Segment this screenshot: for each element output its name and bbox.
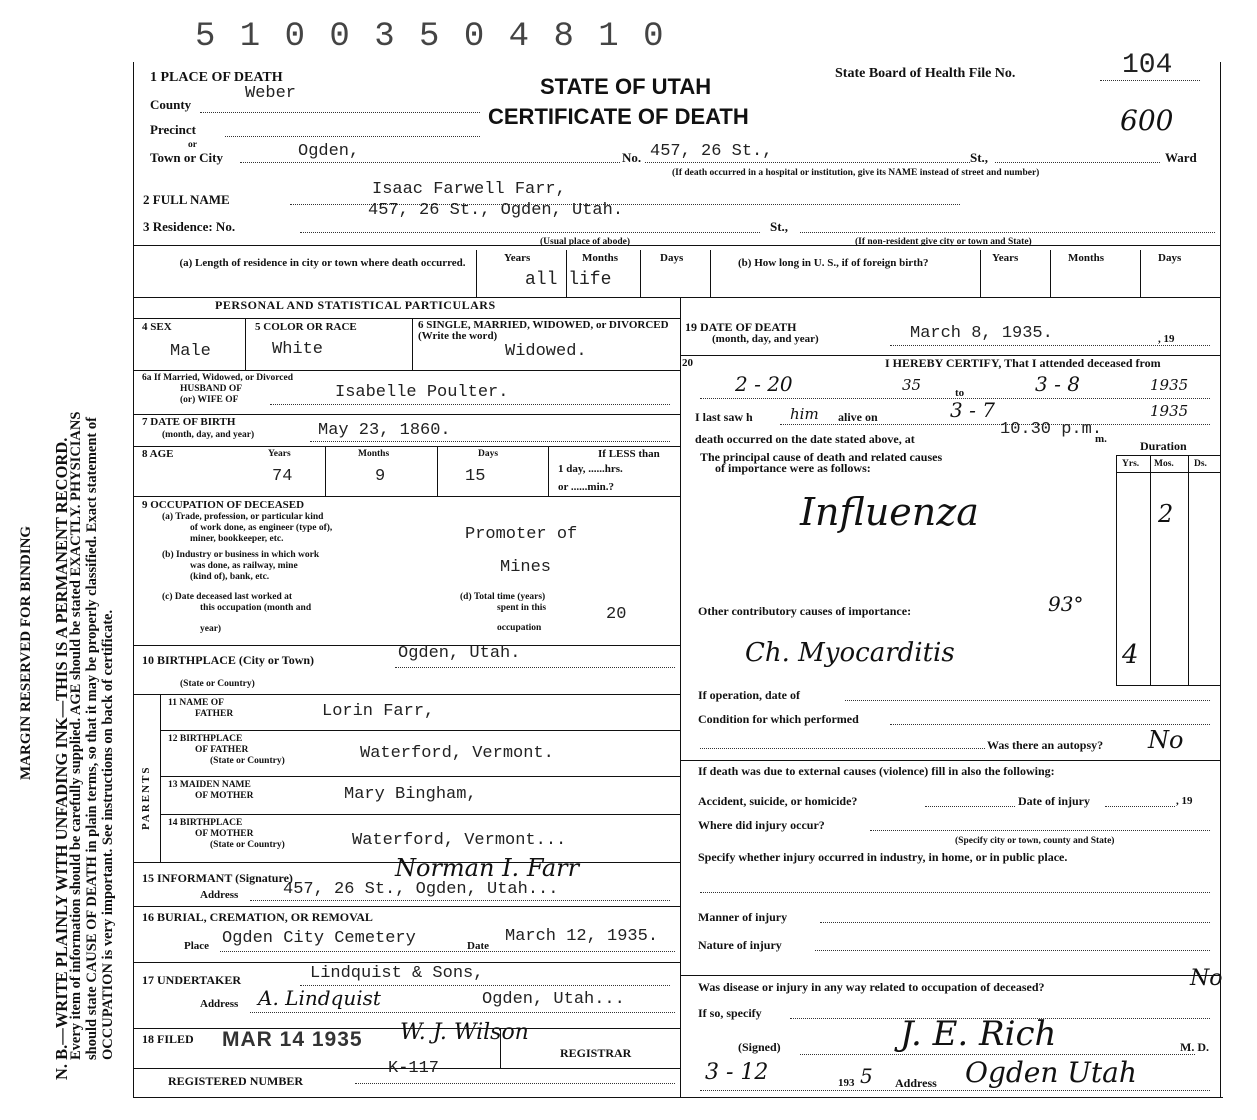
occ-b-label-3: (kind of), bank, etc. bbox=[190, 572, 270, 582]
residence-label: 3 Residence: No. bbox=[143, 219, 236, 234]
duration-label: Duration bbox=[1140, 439, 1187, 453]
county-value: Weber bbox=[245, 84, 297, 103]
sign-date: 3 - 12 bbox=[705, 1060, 769, 1085]
spouse-label-1: 6a If Married, Widowed, or Divorced bbox=[142, 373, 294, 383]
father-value: Lorin Farr, bbox=[322, 702, 435, 721]
contributory-label: Other contributory causes of importance: bbox=[698, 604, 912, 618]
manner-label: Manner of injury bbox=[698, 910, 788, 924]
informant-address-label: Address bbox=[200, 889, 239, 901]
attended-to-year: 1935 bbox=[1150, 376, 1189, 394]
file-number: 104 bbox=[1122, 50, 1173, 81]
sex-label: 4 SEX bbox=[142, 321, 172, 333]
serial-number: 5 1 0 0 3 5 0 4 8 1 0 bbox=[195, 18, 666, 56]
length-value: all life bbox=[525, 270, 612, 290]
color-label: 5 COLOR OR RACE bbox=[255, 321, 357, 333]
dob-label-2: (month, day, and year) bbox=[162, 430, 255, 440]
birthplace-label: 10 BIRTHPLACE (City or Town) bbox=[142, 653, 315, 667]
age-days-label: Days bbox=[478, 449, 499, 459]
attended-to: 3 - 8 bbox=[1035, 372, 1080, 396]
occ-d-label-2: spent in this bbox=[497, 603, 547, 613]
less-than-label: If LESS than bbox=[598, 448, 660, 460]
personal-heading: PERSONAL AND STATISTICAL PARTICULARS bbox=[215, 298, 496, 312]
attended-from: 2 - 20 bbox=[735, 372, 793, 396]
alive-on-label: alive on bbox=[838, 410, 878, 424]
occ-a-label-2: of work done, as engineer (type of), bbox=[190, 523, 333, 533]
parents-side-label: PARENTS bbox=[140, 765, 152, 830]
contributory-value: Ch. Myocarditis bbox=[745, 638, 955, 668]
undertaker-address-label: Address bbox=[200, 998, 239, 1010]
mbirth-label-2: OF MOTHER bbox=[195, 829, 254, 839]
age-years-label: Years bbox=[268, 449, 291, 459]
cause-value: Influenza bbox=[800, 490, 979, 534]
father-label-2: FATHER bbox=[195, 709, 234, 719]
state-title: STATE OF UTAH bbox=[540, 74, 712, 99]
sign-year: 5 bbox=[860, 1064, 873, 1088]
nature-label: Nature of injury bbox=[698, 938, 782, 952]
mbirth-value: Waterford, Vermont... bbox=[352, 831, 567, 850]
margin-reserved: MARGIN RESERVED FOR BINDING bbox=[18, 525, 34, 780]
where-label: Where did injury occur? bbox=[698, 818, 825, 832]
registered-number: K-117 bbox=[388, 1059, 440, 1078]
foreign-years-label: Years bbox=[992, 252, 1019, 264]
certificate-title: CERTIFICATE OF DEATH bbox=[488, 104, 749, 129]
mother-label-1: 13 MAIDEN NAME bbox=[168, 780, 251, 790]
marital-label: 6 SINGLE, MARRIED, WIDOWED, or DIVORCED (Write the word) bbox=[418, 319, 669, 342]
mother-label-2: OF MOTHER bbox=[195, 791, 254, 801]
external-label: If death was due to external causes (violence) fill in also the following: bbox=[698, 764, 1055, 778]
ward-label: Ward bbox=[1165, 150, 1197, 165]
margin-line3: should state CAUSE OF DEATH in plain terms, so that it may be properly classified. Exact statement of bbox=[84, 417, 100, 1060]
related-label: Was disease or injury in any way related to occupation of deceased? bbox=[698, 980, 1045, 994]
age-years: 74 bbox=[272, 467, 293, 486]
operation-label: If operation, date of bbox=[698, 688, 800, 702]
handwritten-number: 600 bbox=[1120, 104, 1174, 137]
spouse-value: Isabelle Poulter. bbox=[335, 383, 509, 402]
fbirth-label-1: 12 BIRTHPLACE bbox=[168, 734, 243, 744]
length-label: (a) Length of residence in city or town where death occurred. bbox=[179, 257, 466, 269]
injury-year-label: , 19 bbox=[1176, 795, 1193, 807]
cause-label-1: The principal cause of death and related causes bbox=[700, 450, 943, 464]
undertaker-address-signature: A. Lindquist bbox=[258, 986, 381, 1010]
no-label: No. bbox=[622, 150, 642, 165]
mbirth-label-1: 14 BIRTHPLACE bbox=[168, 818, 243, 828]
burial-date: March 12, 1935. bbox=[505, 927, 659, 946]
marital-value: Widowed. bbox=[505, 342, 587, 361]
cause-duration: 2 bbox=[1158, 500, 1174, 528]
md-label: M. D. bbox=[1180, 1040, 1209, 1054]
filed-date-stamp: MAR 14 1935 bbox=[222, 1028, 363, 1051]
autopsy-label: Was there an autopsy? bbox=[987, 738, 1104, 752]
accident-label: Accident, suicide, or homicide? bbox=[698, 794, 858, 808]
filed-label: 18 FILED bbox=[142, 1032, 194, 1046]
autopsy-value: No bbox=[1148, 726, 1184, 754]
occ-d-label-1: (d) Total time (years) bbox=[460, 592, 546, 602]
occ-d-value: 20 bbox=[606, 605, 627, 624]
sex-value: Male bbox=[170, 342, 211, 361]
undertaker-label: 17 UNDERTAKER bbox=[142, 973, 242, 987]
last-saw-date: 3 - 7 bbox=[950, 398, 995, 422]
related-value: No bbox=[1190, 966, 1223, 991]
margin-line2: Every item of information should be carefully supplied. AGE should be stated EXACTLY. PHYSICIANS bbox=[68, 411, 84, 1060]
mbirth-label-3: (State or Country) bbox=[210, 840, 285, 850]
registrar-label: REGISTRAR bbox=[560, 1046, 632, 1060]
mos-label: Mos. bbox=[1154, 459, 1174, 469]
nonresident-note: (If non-resident give city or town and State) bbox=[855, 237, 1032, 247]
cause-label-2: of importance were as follows: bbox=[715, 461, 871, 475]
birthplace-value: Ogden, Utah. bbox=[398, 644, 521, 663]
dob-label-1: 7 DATE OF BIRTH bbox=[142, 416, 236, 428]
fbirth-label-2: OF FATHER bbox=[195, 745, 249, 755]
dod-label-2: (month, day, and year) bbox=[712, 333, 819, 345]
years-label: Years bbox=[504, 252, 531, 264]
yrs-label: Yrs. bbox=[1122, 459, 1140, 469]
sign-address: Ogden Utah bbox=[965, 1056, 1137, 1089]
file-label: State Board of Health File No. bbox=[835, 66, 1016, 81]
mother-value: Mary Bingham, bbox=[344, 785, 477, 804]
burial-place: Ogden City Cemetery bbox=[222, 929, 416, 948]
foreign-label: (b) How long in U. S., if of foreign birth? bbox=[738, 257, 929, 269]
hospital-note: (If death occurred in a hospital or institution, give its NAME instead of street and number) bbox=[672, 168, 1040, 178]
town-value: Ogden, bbox=[298, 142, 360, 161]
burial-place-label: Place bbox=[184, 940, 210, 952]
informant-label: 15 INFORMANT (Signature) bbox=[142, 871, 293, 885]
age-label: 8 AGE bbox=[142, 448, 174, 460]
dob-value: May 23, 1860. bbox=[318, 421, 451, 440]
residence-value: 457, 26 St., Ogden, Utah. bbox=[368, 201, 624, 220]
registered-number-label: REGISTERED NUMBER bbox=[168, 1074, 304, 1088]
informant-address: 457, 26 St., Ogden, Utah... bbox=[283, 880, 559, 899]
spouse-label-2: HUSBAND OF bbox=[180, 384, 243, 394]
physician-signature: J. E. Rich bbox=[900, 1014, 1057, 1054]
fbirth-label-3: (State or Country) bbox=[210, 756, 285, 766]
place-heading: 1 PLACE OF DEATH bbox=[150, 70, 283, 85]
foreign-months-label: Months bbox=[1068, 252, 1105, 264]
full-name-label: 2 FULL NAME bbox=[143, 192, 230, 207]
specify-label: Specify whether injury occurred in industry, in home, or in public place. bbox=[698, 850, 1068, 864]
undertaker-address: Ogden, Utah... bbox=[482, 990, 625, 1009]
precinct-label: Precinct bbox=[150, 122, 196, 137]
certify-label: I HEREBY CERTIFY, That I attended deceased from bbox=[885, 356, 1161, 370]
undertaker-value: Lindquist & Sons, bbox=[310, 964, 484, 983]
usual-abode-note: (Usual place of abode) bbox=[540, 237, 630, 247]
m-label: m. bbox=[1095, 433, 1107, 445]
occ-b-value: Mines bbox=[500, 558, 552, 577]
dod-value: March 8, 1935. bbox=[910, 324, 1053, 343]
to-label: to bbox=[955, 387, 965, 399]
occ-c-label-1: (c) Date deceased last worked at bbox=[162, 592, 293, 602]
occupation-heading: 9 OCCUPATION OF DECEASED bbox=[142, 499, 305, 511]
less-day-label: 1 day, ......hrs. bbox=[558, 463, 623, 475]
fbirth-value: Waterford, Vermont. bbox=[360, 744, 554, 763]
time-value: 10.30 p.m. bbox=[1000, 420, 1103, 439]
injury-date-label: Date of injury bbox=[1018, 794, 1090, 808]
foreign-days-label: Days bbox=[1158, 252, 1182, 264]
residence-st-label: St., bbox=[770, 219, 789, 234]
last-saw-him: him bbox=[790, 405, 819, 423]
street-value: 457, 26 St., bbox=[650, 142, 773, 161]
attended-from-year: 35 bbox=[902, 376, 922, 394]
margin-line1: N. B.—WRITE PLAINLY WITH UNFADING INK—THIS IS A PERMANENT RECORD. bbox=[52, 437, 71, 1080]
informant-signature: Norman I. Farr bbox=[395, 854, 580, 882]
less-min-label: or ......min.? bbox=[558, 481, 615, 493]
st-label: St., bbox=[970, 150, 989, 165]
age-months-label: Months bbox=[358, 449, 390, 459]
sign-address-label: Address bbox=[895, 1076, 937, 1090]
dod-label-1: 19 DATE OF DEATH bbox=[685, 320, 797, 334]
last-saw-label: I last saw h bbox=[695, 410, 753, 424]
condition-label: Condition for which performed bbox=[698, 712, 859, 726]
occ-c-label-3: year) bbox=[200, 624, 222, 634]
birthplace-state-label: (State or Country) bbox=[180, 679, 255, 689]
margin-line4: OCCUPATION is very important. See instructions on back of certificate. bbox=[100, 609, 116, 1060]
occ-a-label-1: (a) Trade, profession, or particular kind bbox=[162, 512, 324, 522]
registrar-signature: W. J. Wilson bbox=[400, 1020, 529, 1045]
signed-label: (Signed) bbox=[738, 1040, 781, 1054]
age-months: 9 bbox=[375, 467, 386, 486]
or-label: or bbox=[188, 140, 197, 150]
sign-year-label: 193 bbox=[838, 1077, 855, 1089]
occ-a-value: Promoter of bbox=[465, 525, 578, 544]
burial-label: 16 BURIAL, CREMATION, OR REMOVAL bbox=[142, 910, 373, 924]
where-note: (Specify city or town, county and State) bbox=[955, 836, 1115, 846]
town-label: Town or City bbox=[150, 150, 223, 165]
father-label-1: 11 NAME OF bbox=[168, 698, 224, 708]
certify-number: 20 bbox=[682, 357, 693, 369]
occurred-label: death occurred on the date stated above, at bbox=[695, 432, 915, 446]
burial-date-label: Date bbox=[467, 940, 489, 952]
last-saw-year: 1935 bbox=[1150, 402, 1189, 420]
full-name-value: Isaac Farwell Farr, bbox=[372, 180, 566, 199]
occ-b-label-1: (b) Industry or business in which work bbox=[162, 550, 320, 560]
days-label: Days bbox=[660, 252, 684, 264]
contributory-duration: 4 bbox=[1122, 640, 1139, 670]
if-so-label: If so, specify bbox=[698, 1006, 762, 1020]
occ-c-label-2: this occupation (month and bbox=[200, 603, 312, 613]
county-label: County bbox=[150, 97, 192, 112]
occ-a-label-3: miner, bookkeeper, etc. bbox=[190, 534, 284, 544]
occ-b-label-2: was done, as railway, mine bbox=[190, 561, 298, 571]
dod-suffix: , 19 bbox=[1158, 333, 1175, 345]
spouse-label-3: (or) WIFE OF bbox=[180, 395, 239, 405]
occ-d-label-3: occupation bbox=[497, 623, 542, 633]
contributory-note: 93° bbox=[1048, 592, 1084, 616]
color-value: White bbox=[272, 340, 324, 359]
months-label: Months bbox=[582, 252, 619, 264]
age-days: 15 bbox=[465, 467, 486, 486]
ds-label: Ds. bbox=[1194, 459, 1207, 469]
